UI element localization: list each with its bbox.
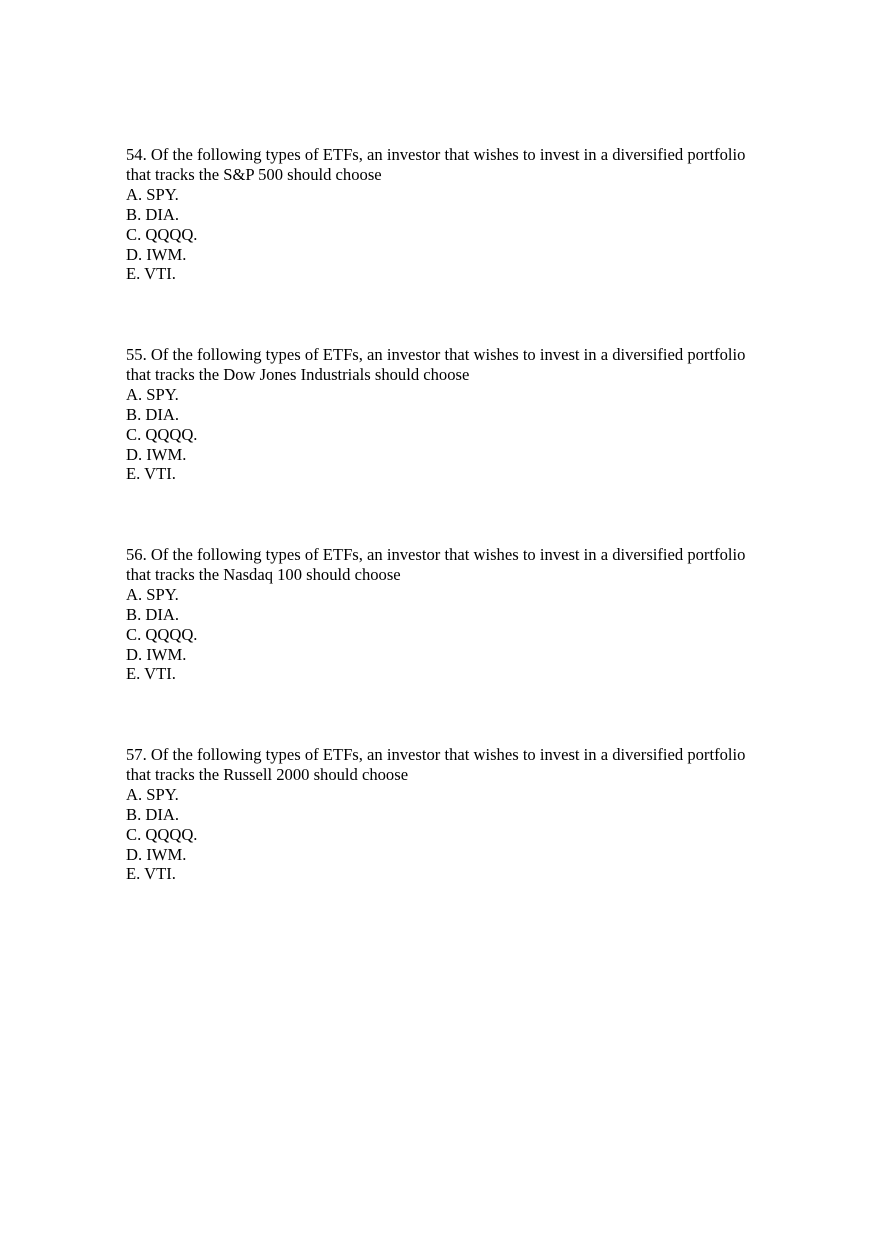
choice-d: D. IWM.: [126, 844, 187, 864]
question-54: [126, 145, 786, 284]
choice-e: E. VTI.: [126, 664, 176, 684]
question-stem-line-2: that tracks the Russell 2000 should choose: [126, 764, 409, 784]
choice-b: B. DIA.: [126, 604, 180, 624]
question-stem-line-2: that tracks the S&P 500 should choose: [126, 164, 382, 184]
choice-b: B. DIA.: [126, 204, 180, 224]
question-stem-line-1: 55. Of the following types of ETFs, an investor that wishes to invest in a diversified portfolio: [126, 345, 746, 364]
choice-c: C. QQQQ.: [126, 624, 198, 644]
question-56: [126, 545, 786, 684]
choice-c: C. QQQQ.: [126, 424, 198, 444]
question-57: [126, 745, 786, 884]
question-stem-line-1: 56. Of the following types of ETFs, an investor that wishes to invest in a diversified portfolio: [126, 545, 746, 564]
question-stem-line-1: 57. Of the following types of ETFs, an investor that wishes to invest in a diversified portfolio: [126, 745, 746, 764]
question-55: [126, 345, 786, 484]
question-stem-line-1: 54. Of the following types of ETFs, an investor that wishes to invest in a diversified portfolio: [126, 145, 746, 164]
choice-d: D. IWM.: [126, 644, 187, 664]
choice-e: E. VTI.: [126, 264, 176, 284]
choice-a: A. SPY.: [126, 384, 179, 404]
choice-d: D. IWM.: [126, 444, 187, 464]
question-stem-line-2: that tracks the Dow Jones Industrials should choose: [126, 364, 470, 384]
choice-a: A. SPY.: [126, 784, 179, 804]
choice-b: B. DIA.: [126, 804, 180, 824]
choice-c: C. QQQQ.: [126, 824, 198, 844]
choice-a: A. SPY.: [126, 584, 179, 604]
choice-e: E. VTI.: [126, 464, 176, 484]
choice-d: D. IWM.: [126, 244, 187, 264]
question-stem-line-2: that tracks the Nasdaq 100 should choose: [126, 564, 401, 584]
choice-c: C. QQQQ.: [126, 224, 198, 244]
choice-e: E. VTI.: [126, 864, 176, 884]
choice-a: A. SPY.: [126, 184, 179, 204]
choice-b: B. DIA.: [126, 404, 180, 424]
